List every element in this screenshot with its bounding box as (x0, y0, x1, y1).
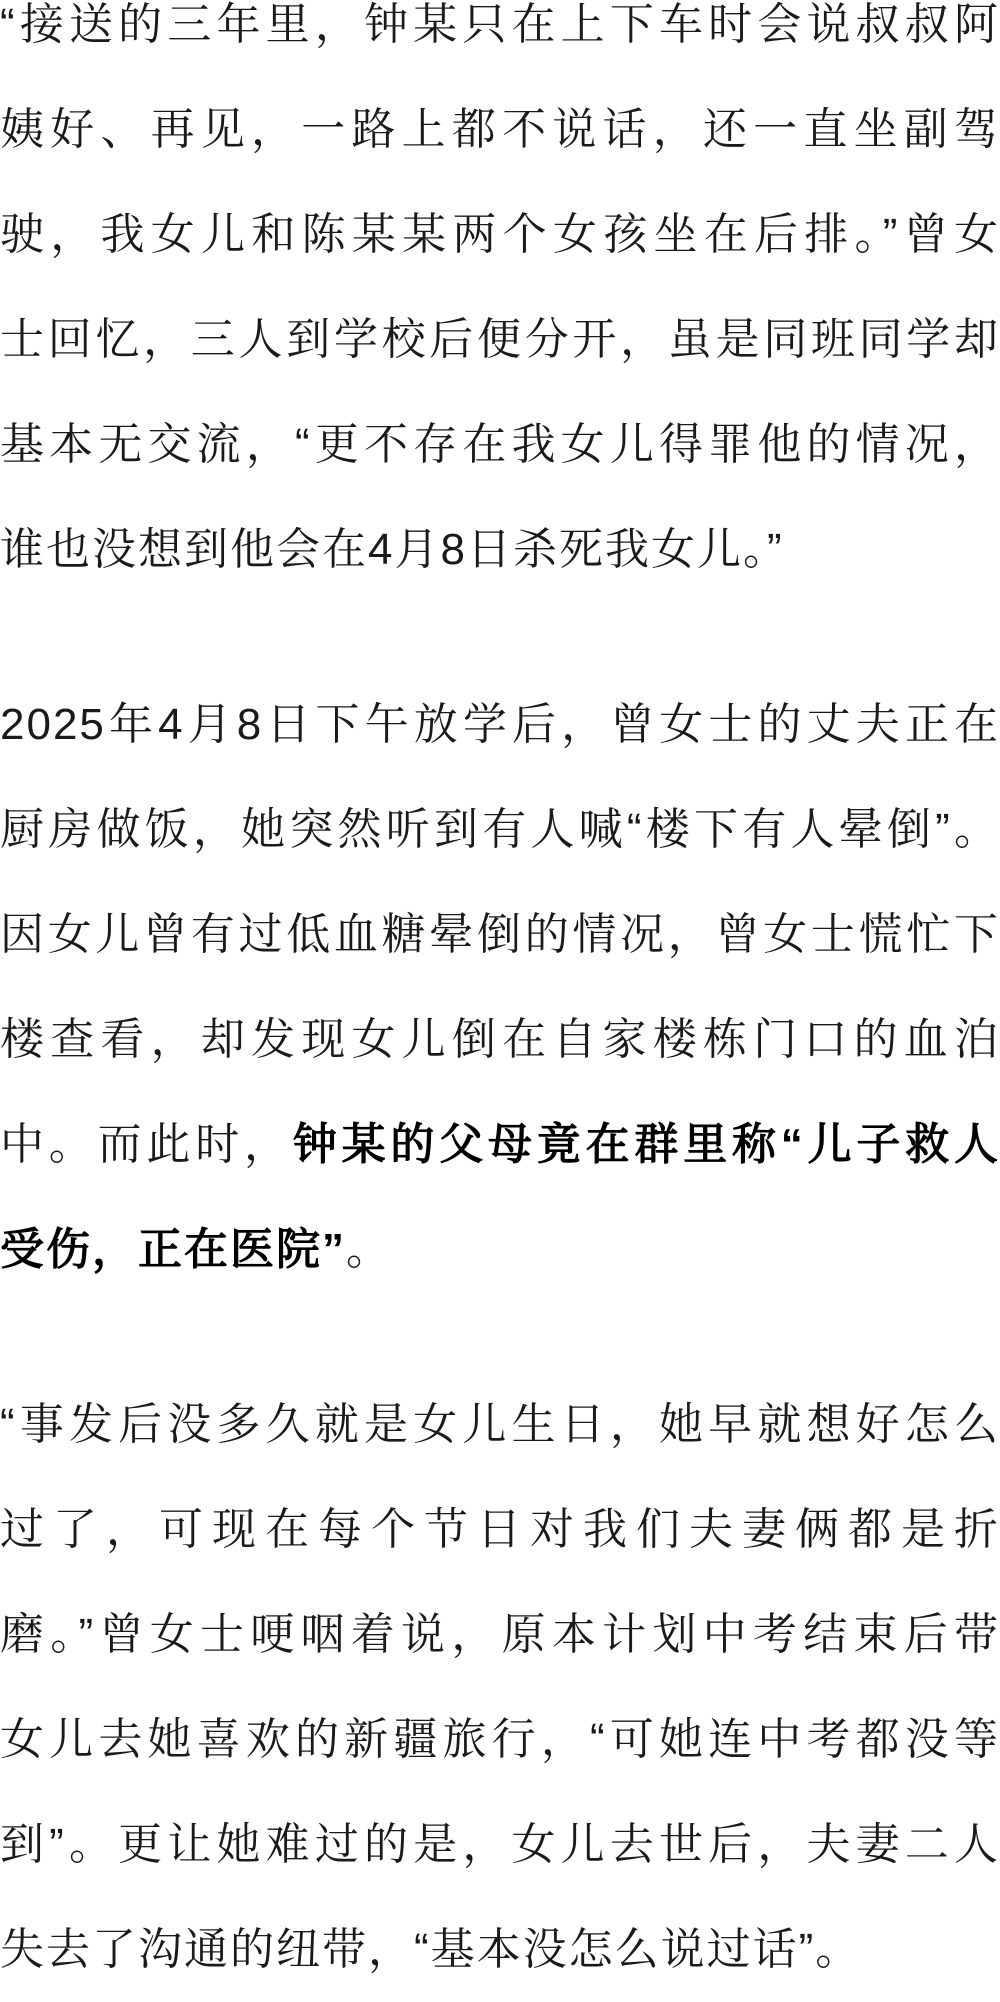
paragraph (0, 672, 1000, 1302)
text-segment: 姨好、再见，一路上都不说话，还一直坐副驾 (0, 105, 1000, 154)
text-line (0, 1582, 1000, 1687)
text-line (0, 287, 1000, 392)
text-segment: 到”。更让她难过的是，女儿去世后，夫妻二人 (0, 1820, 1000, 1869)
text-segment: 厨房做饭，她突然听到有人喊“楼下有人晕倒”。 (0, 805, 1000, 854)
text-line (0, 497, 1000, 602)
text-segment: 过了，可现在每个节日对我们夫妻俩都是折 (0, 1505, 1000, 1554)
text-segment: 失去了沟通的纽带，“基本没怎么说过话”。 (0, 1925, 862, 1974)
text-line (0, 77, 1000, 182)
text-segment: 磨。”曾女士哽咽着说，原本计划中考结束后带 (0, 1610, 1000, 1659)
text-line (0, 1477, 1000, 1582)
bold-text-segment: 受伤，正在医院” (0, 1225, 346, 1274)
text-line (0, 1372, 1000, 1477)
text-segment: 。 (346, 1225, 392, 1274)
text-segment: 基本无交流，“更不存在我女儿得罪他的情况， (0, 420, 1000, 469)
bold-text-segment: 钟某的父母竟在群里称“儿子救人 (292, 1120, 1000, 1169)
text-line (0, 777, 1000, 882)
paragraph (0, 0, 1000, 602)
text-line (0, 987, 1000, 1092)
text-segment: 因女儿曾有过低血糖晕倒的情况，曾女士慌忙下 (0, 910, 1000, 959)
text-segment: 女儿去她喜欢的新疆旅行，“可她连中考都没等 (0, 1715, 1000, 1764)
text-line (0, 882, 1000, 987)
text-line (0, 1897, 1000, 2002)
text-line (0, 1792, 1000, 1897)
text-line (0, 182, 1000, 287)
text-segment: “事发后没多久就是女儿生日，她早就想好怎么 (0, 1400, 1000, 1449)
text-line (0, 392, 1000, 497)
text-line (0, 0, 1000, 77)
text-segment: “接送的三年里，钟某只在上下车时会说叔叔阿 (0, 0, 1000, 49)
text-segment: 2025年4月8日下午放学后，曾女士的丈夫正在 (0, 700, 1000, 749)
text-segment: 驶，我女儿和陈某某两个女孩坐在后排。”曾女 (0, 210, 1000, 259)
text-line (0, 1197, 1000, 1302)
text-line (0, 1687, 1000, 1792)
text-segment: 士回忆，三人到学校后便分开，虽是同班同学却 (0, 315, 1000, 364)
paragraph (0, 1372, 1000, 2002)
text-segment: 中。而此时， (0, 1120, 293, 1169)
text-line (0, 672, 1000, 777)
text-segment: 谁也没想到他会在4月8日杀死我女儿。” (0, 525, 784, 574)
text-segment: 楼查看，却发现女儿倒在自家楼栋门口的血泊 (0, 1015, 1000, 1064)
text-line (0, 1092, 1000, 1197)
